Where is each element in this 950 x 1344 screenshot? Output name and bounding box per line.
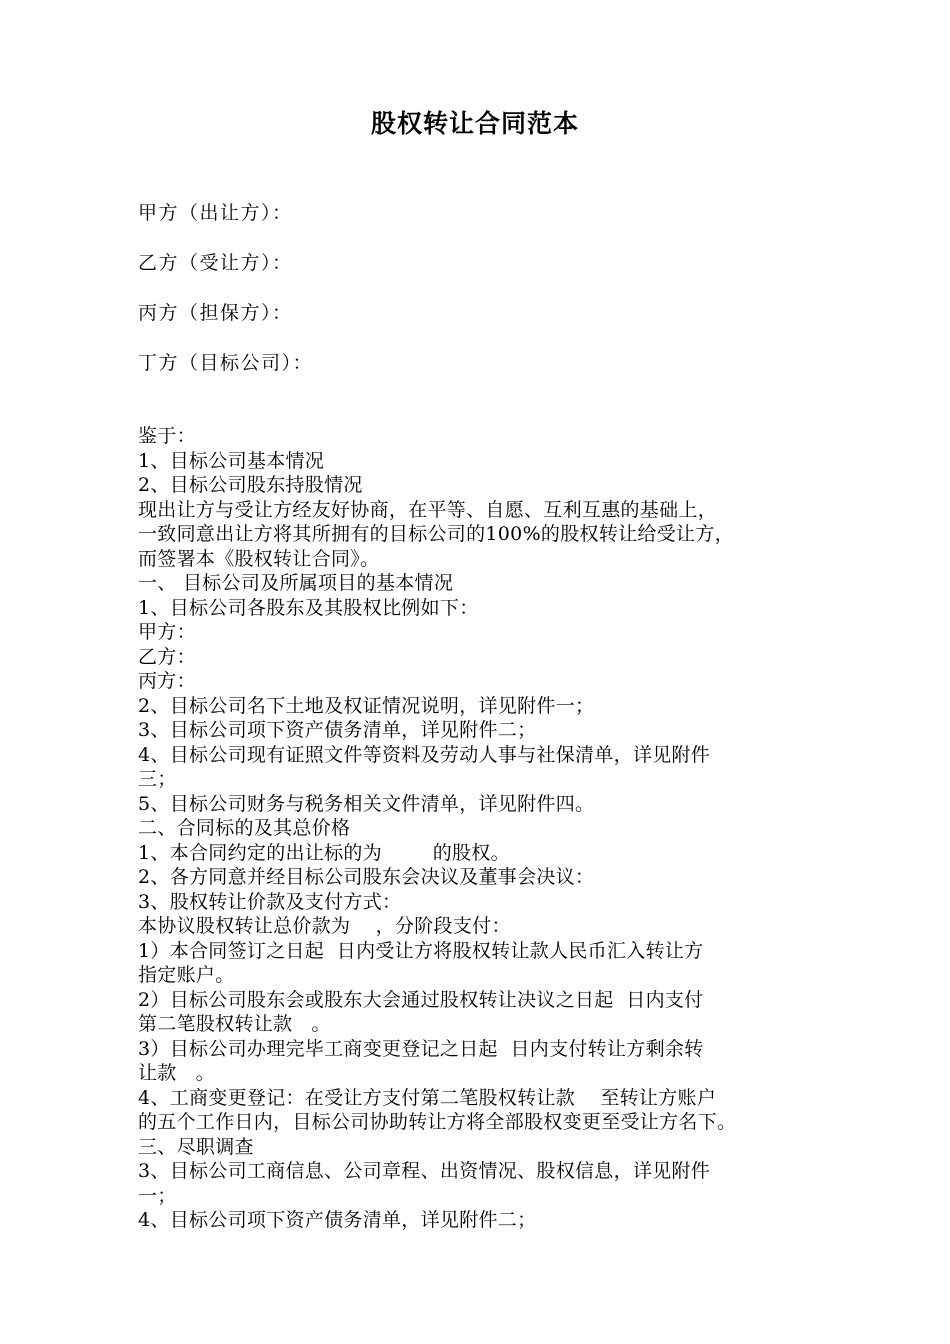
- party-line: 甲方（出让方）：: [138, 202, 293, 224]
- contract-body: [138, 424, 822, 1233]
- text-line: 1、目标公司各股东及其股权比例如下：: [138, 596, 479, 619]
- text-line: 1、本合同约定的出让标的为 的股权。: [138, 841, 510, 864]
- text-line: 鉴于：: [138, 425, 196, 447]
- text-line: 丙方：: [138, 670, 196, 692]
- text-line: 一；: [138, 1184, 177, 1207]
- text-line: 4、目标公司现有证照文件等资料及劳动人事与社保清单，详见附件: [138, 743, 711, 766]
- text-line: 的五个工作日内，目标公司协助转让方将全部股权变更至受让方名下。: [138, 1111, 737, 1133]
- text-line: 而签署本《股权转让合同》。: [138, 547, 380, 570]
- text-line: 3、目标公司项下资产债务清单，详见附件二；: [138, 719, 537, 741]
- party-list: [138, 198, 818, 398]
- party-line: 乙方（受让方）：: [138, 252, 293, 274]
- text-line: 乙方：: [138, 645, 196, 668]
- text-line: 2、各方同意并经目标公司股东会决议及董事会决议：: [138, 866, 595, 888]
- text-line: 3、目标公司工商信息、公司章程、出资情况、股权信息，详见附件: [138, 1160, 711, 1182]
- text-line: 1）本合同签订之日起 日内受让方将股权转让款人民币汇入转让方: [138, 939, 704, 962]
- document-title: 股权转让合同范本: [370, 109, 579, 138]
- text-line: 本协议股权转让总价款为 ，分阶段支付：: [138, 915, 511, 937]
- text-line: 现出让方与受让方经友好协商，在平等、自愿、互利互惠的基础上，: [138, 498, 718, 521]
- section-heading: 二、合同标的及其总价格: [138, 817, 351, 839]
- text-line: 2、目标公司名下土地及权证情况说明，详见附件一；: [138, 694, 595, 717]
- text-line: 1、目标公司基本情况: [138, 449, 325, 472]
- text-line: 3、股权转让价款及支付方式：: [138, 890, 402, 913]
- text-line: 第二笔股权转让款 。: [138, 1013, 331, 1035]
- text-line: 2）目标公司股东会或股东大会通过股权转让决议之日起 日内支付: [138, 988, 704, 1011]
- text-line: 三；: [138, 768, 177, 790]
- text-line: 4、目标公司项下资产债务清单，详见附件二；: [138, 1209, 537, 1231]
- text-line: 5、目标公司财务与税务相关文件清单，详见附件四。: [138, 792, 595, 815]
- text-line: 甲方：: [138, 621, 196, 643]
- section-heading: 三、尽职调查: [138, 1135, 254, 1158]
- text-line: 指定账户。: [138, 964, 235, 986]
- text-line: 让款 。: [138, 1062, 215, 1084]
- party-line: 丁方（目标公司）：: [138, 352, 314, 374]
- text-line: 2、目标公司股东持股情况: [138, 474, 363, 496]
- text-line: 3）目标公司办理完毕工商变更登记之日起 日内支付转让方剩余转: [138, 1037, 704, 1060]
- party-line: 丙方（担保方）：: [138, 302, 293, 324]
- text-line: 一致同意出让方将其所拥有的目标公司的100%的股权转让给受让方，: [138, 523, 734, 545]
- section-heading: 一、 目标公司及所属项目的基本情况: [138, 572, 454, 594]
- text-line: 4、工商变更登记：在受让方支付第二笔股权转让款 至转让方账户: [138, 1086, 717, 1109]
